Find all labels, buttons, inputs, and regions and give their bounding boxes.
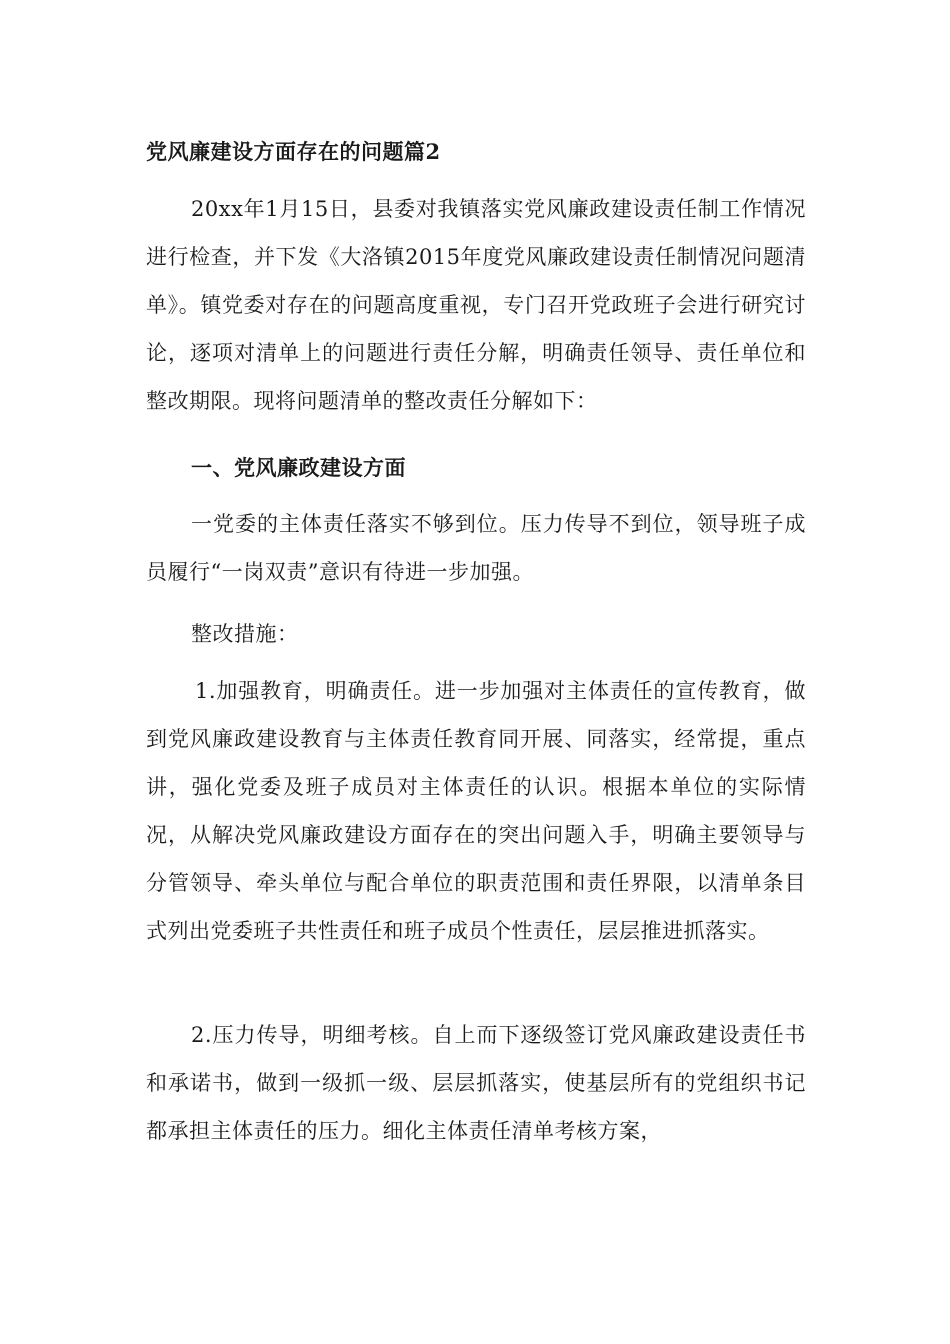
intro-paragraph: 20xx年1月15日，县委对我镇落实党风廉政建设责任制工作情况进行检查，并下发《大洛镇2015年度党风廉政建设责任制情况问题清单》。镇党委对存在的问题高度重视，专门召开党政班子会进行研究讨论，逐项对清单上的问题进行责任分解，明确责任领导、责任单位和整改期限。现将问题清单的整改责任分解如下： <box>146 197 806 413</box>
problem-paragraph: 一党委的主体责任落实不够到位。压力传导不到位，领导班子成员履行“一岗双责”意识有待进一步加强。 <box>146 512 806 584</box>
document-title: 党风廉建设方面存在的问题篇2 <box>146 139 441 164</box>
measure-2-paragraph: 2.压力传导，明细考核。自上而下逐级签订党风廉政建设责任书和承诺书，做到一级抓一级、层层抓落实，使基层所有的党组织书记都承担主体责任的压力。细化主体责任清单考核方案， <box>146 1023 806 1143</box>
measures-label: 整改措施： <box>191 622 299 646</box>
measure-1-paragraph: 1.加强教育，明确责任。进一步加强对主体责任的宣传教育，做到党风廉政建设教育与主体责任教育同开展、同落实，经常提，重点讲，强化党委及班子成员对主体责任的认识。根据本单位的实际情况，从解决党风廉政建设方面存在的突出问题入手，明确主要领导与分管领导、牵头单位与配合单位的职责范围和责任界限，以清单条目式列出党委班子共性责任和班子成员个性责任，层层推进抓落实。 <box>146 679 806 943</box>
section-heading: 一、党风廉政建设方面 <box>191 455 406 480</box>
